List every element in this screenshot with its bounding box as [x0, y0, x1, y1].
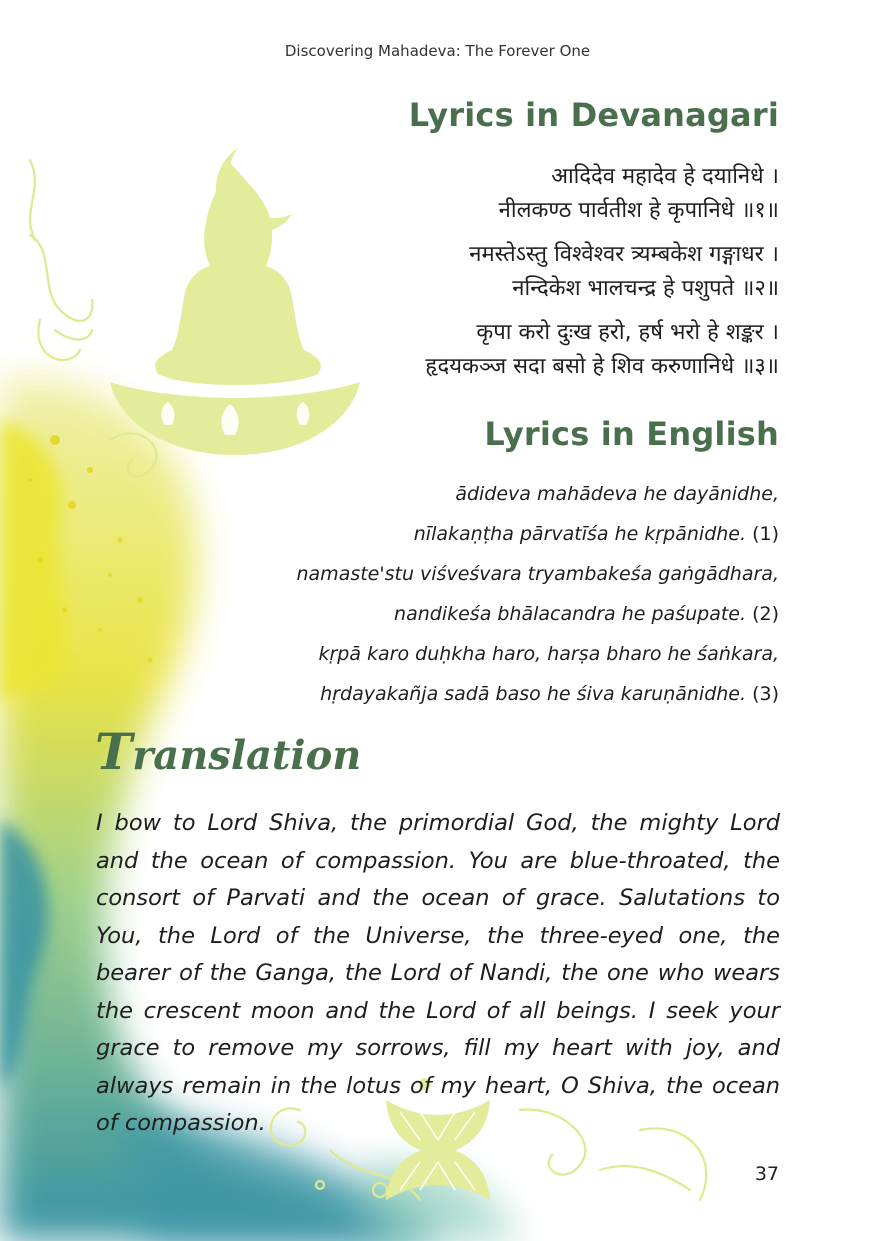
- english-verse-3-line-1: kṛpā karo duḥkha haro, harṣa bharo he śaṅkara,: [318, 643, 779, 665]
- english-verse-2-line-2: [297, 594, 780, 634]
- english-verse-1-text: nīlakaṇṭha pārvatīśa he kṛpānidhe.: [413, 523, 747, 545]
- english-verse-3-text: hṛdayakañja sadā baso he śiva karuṇānidhe.: [320, 683, 747, 705]
- devanagari-verse-3-line-2: हृदयकञ्ज सदा बसो हे शिव करुणानिधे ॥३॥: [425, 354, 779, 379]
- english-verse-1-line-1: ādideva mahādeva he dayānidhe,: [455, 483, 779, 505]
- devanagari-heading: Lyrics in Devanagari: [408, 96, 779, 134]
- translation-title-initial: T: [95, 722, 133, 781]
- devanagari-verse-2-line-2: नन्दिकेश भालचन्द्र हे पशुपते ॥२॥: [512, 276, 779, 301]
- devanagari-verse-1-line-2: नीलकण्ठ पार्वतीश हे कृपानिधे ॥१॥: [498, 198, 779, 223]
- devanagari-verse-3-line-1: कृपा करो दुःख हरो, हर्ष भरो हे शङ्कर ।: [476, 320, 779, 345]
- translation-title-rest: ranslation: [132, 732, 362, 779]
- devanagari-verse-2-line-1: नमस्तेऽस्तु विश्वेश्वर त्र्यम्बकेश गङ्गाधर ।: [469, 242, 779, 267]
- devanagari-lyrics: [425, 160, 779, 384]
- english-lyrics: [297, 474, 780, 714]
- page-number: 37: [754, 1163, 779, 1185]
- translation-title: [95, 722, 361, 781]
- english-verse-2-line-1: namaste'stu viśveśvara tryambakeśa gaṅgādhara,: [296, 563, 779, 585]
- english-verse-2-text: nandikeśa bhālacandra he paśupate.: [394, 603, 747, 625]
- devanagari-verse-1-line-1: आदिदेव महादेव हे दयानिधे ।: [551, 164, 779, 189]
- english-heading: Lyrics in English: [484, 415, 779, 453]
- translation-body: I bow to Lord Shiva, the primordial God, the mighty Lord and the ocean of compassion. You are blue-throated, the consort of Parvati and the ocean of grace. Salutations to You, the Lord of the Universe, the three-eyed one, the bearer of the Ganga, the Lord of Nandi, the one who wears the crescent moon and the Lord of all beings. I seek your grace to remove my sorrows, fill my heart with joy, and always remain in the lotus of my heart, O Shiva, the ocean of compassion.: [96, 810, 780, 1136]
- running-header: Discovering Mahadeva: The Forever One: [284, 42, 591, 60]
- english-verse-1-line-2: [297, 514, 780, 554]
- verse-number-2: (2): [752, 603, 779, 625]
- english-verse-3-line-2: [297, 674, 780, 714]
- verse-number-1: (1): [752, 523, 779, 545]
- verse-number-3: (3): [752, 683, 779, 705]
